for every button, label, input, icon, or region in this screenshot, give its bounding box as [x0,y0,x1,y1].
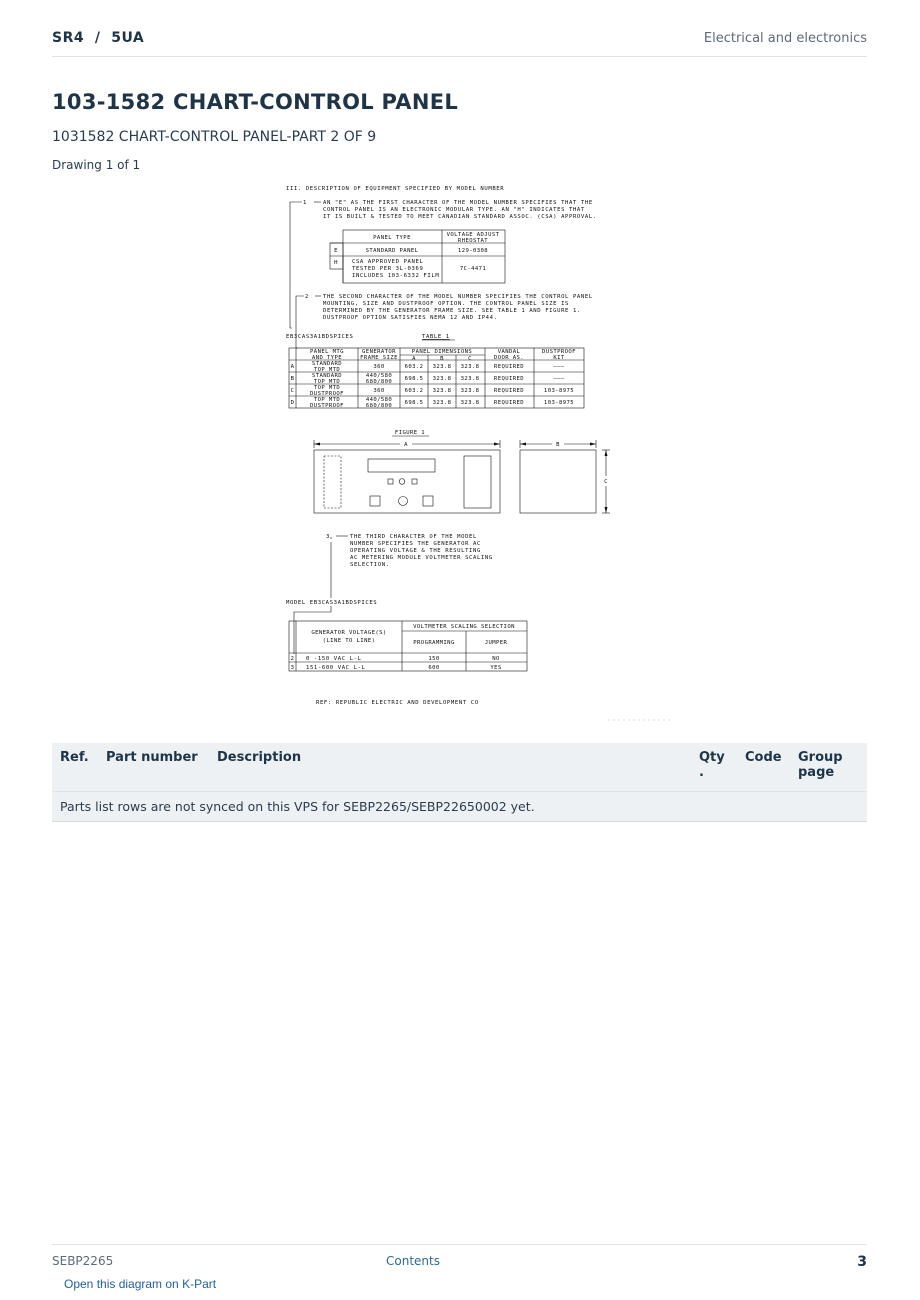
para1-line2: CONTROL PANEL IS AN ELECTRONIC MODULAR TYPE. AN "H" INDICATES THAT [323,207,585,213]
t1-r2-mtg2: TOP MTD [313,379,341,385]
t2-r2-gv: 151-600 VAC L-L [306,665,366,671]
para1-line1: AN "E" AS THE FIRST CHARACTER OF THE MODEL NUMBER SPECIFIES THAT THE [323,200,593,206]
schematic-drawing [280,178,680,726]
t1-r1-mtg1: STANDARD [311,361,343,367]
section-label: Electrical and electronics [703,31,867,46]
t2-h-jump: JUMPER [484,640,508,646]
contents-link[interactable]: Contents [386,1254,440,1268]
t2-r2-prog: 600 [428,665,440,671]
t1-r4-vandal: REQUIRED [493,400,525,406]
t1-r2-dust: ——— [553,376,565,382]
t1-h-c: C [468,356,472,362]
t1-r4-c: 323.8 [460,400,480,406]
t1-r2-gen1: 440/580 [365,373,393,379]
page-footer [52,1244,867,1273]
t2-r1-jump: NO [492,656,500,662]
t1-h-vandal-2: DOOR AS. [493,355,525,361]
page-subtitle: 1031582 CHART-CONTROL PANEL-PART 2 OF 9 [52,129,377,145]
para3-line3: OPERATING VOLTAGE & THE RESULTING [350,548,481,554]
drawing-svg [280,178,680,726]
col-group-page: Group page [790,743,867,792]
t1-h-gen-1: GENERATOR [362,349,396,355]
para3-line5: SELECTION. [350,562,390,568]
dim-b-label: B [556,442,560,448]
dim-c-label: C [604,479,608,485]
para2-line1: THE SECOND CHARACTER OF THE MODEL NUMBER SPECIFIES THE CONTROL PANEL [323,294,593,300]
t1-r3-k: C [290,388,295,394]
t1-r1-gen: 360 [373,364,385,370]
para1-line3: IT IS BUILT & TESTED TO MEET CANADIAN STANDARD ASSOC. (CSA) APPROVAL. [323,214,597,220]
t2-h-vss: VOLTMETER SCALING SELECTION [413,624,515,630]
table-row [52,792,867,822]
parts-list-table [52,743,867,822]
t1-r3-c: 323.8 [460,388,480,394]
t1-h-dim: PANEL DIMENSIONS [411,349,473,355]
col-code: Code [737,743,790,792]
t0-r1t: STANDARD PANEL [365,248,419,254]
t0-h2b: RHEOSTAT [457,238,489,244]
para3-line2: NUMBER SPECIFIES THE GENERATOR AC [350,541,481,547]
t1-h-a: A [412,356,416,362]
sync-message: Parts list rows are not synced on this VPS for SEBP2265/SEBP22650002 yet. [52,792,867,822]
figure-1 [314,430,610,513]
col-description: Description [209,743,691,792]
t1-r2-b: 323.8 [432,376,452,382]
callout-1: 1 [303,200,307,206]
t0-r1k: E [334,248,338,254]
t1-r1-b: 323.8 [432,364,452,370]
t1-r4-gen2: 680/800 [365,403,393,409]
t1-r3-b: 323.8 [432,388,452,394]
t1-r3-vandal: REQUIRED [493,388,525,394]
t0-h2a: VOLTAGE ADJUST [446,232,500,238]
t1-h-b: B [440,356,444,362]
para2-line3: DETERMINED BY THE GENERATOR FRAME SIZE. SEE TABLE 1 AND FIGURE 1. [323,308,581,314]
t1-r3-dust: 103-8975 [543,388,575,394]
t2-h-gv-1: GENERATOR VOLTAGE(S) [311,630,387,636]
t1-r4-mtg1: TOP MTD [313,397,341,403]
t1-r1-mtg2: TOP MTD [313,367,341,373]
t1-r4-dust: 103-8975 [543,400,575,406]
t1-h-vandal-1: VANDAL [497,349,521,355]
model-number-1: EB3CAS3A1BDSPICES [286,334,354,340]
callout-2: 2 [305,294,309,300]
t0-r2t-3: INCLUDES 103-6332 FILM [352,273,440,279]
t1-r3-gen: 360 [373,388,385,394]
t2-r1-prog: 150 [428,656,440,662]
para3-line1: THE THIRD CHARACTER OF THE MODEL [350,534,477,540]
t2-h-prog: PROGRAMMING [413,640,455,646]
t2-h-gv-2: (LINE TO LINE) [322,638,376,644]
t0-r2t-1: CSA APPROVED PANEL [352,259,424,265]
t2-r1-gv: 0 -150 VAC L-L [306,656,362,662]
t1-r4-a: 698.5 [404,400,424,406]
t1-r2-c: 323.8 [460,376,480,382]
t1-r1-dust: ——— [553,364,565,370]
t1-r4-k: D [290,400,295,406]
t0-r2k: H [334,260,338,266]
t2-r2-k: 3 [290,665,295,671]
t1-r4-b: 323.8 [432,400,452,406]
col-ref: Ref. [52,743,98,792]
col-qty: Qty . [691,743,737,792]
t1-r1-c: 323.8 [460,364,480,370]
col-part-number: Part number [98,743,209,792]
t1-h-mtg-2: AND TYPE [311,355,343,361]
t1-r2-gen2: 680/800 [365,379,393,385]
table-2 [289,621,527,671]
para3-line4: AC METERING MODULE VOLTMETER SCALING [350,555,493,561]
t1-r1-k: A [290,364,295,370]
t1-h-dust-2: KIT [553,355,565,361]
t1-r1-a: 603.2 [404,364,424,370]
parts-table-header [52,743,867,792]
para2-line4: DUSTPROOF OPTION SATISFIES NEMA 12 AND IP44. [323,315,498,321]
t2-r2-jump: YES [490,665,502,671]
t0-r2v: 7C-4471 [459,266,487,272]
callout-3: 3 [326,534,330,540]
open-kpart-link[interactable]: Open this diagram on K-Part [64,1277,217,1291]
t1-r4-mtg2: DUSTPROOF [310,403,344,409]
t1-r2-vandal: REQUIRED [493,376,525,382]
drawing-heading: III. DESCRIPTION OF EQUIPMENT SPECIFIED BY MODEL NUMBER [286,186,505,192]
para2-line2: MOUNTING, SIZE AND DUSTPROOF OPTION. THE CONTROL PANEL SIZE IS [323,301,569,307]
t0-r2t-2: TESTED PER 3L-0369 [352,266,424,272]
figure1-title: FIGURE 1 [394,430,426,436]
t1-h-mtg-1: PANEL MTG [310,349,344,355]
t1-r3-mtg2: DUSTPROOF [310,391,344,397]
panel-type-table [330,230,505,283]
document-id: SEBP2265 [52,1254,114,1268]
t0-r1v: 129-0308 [457,248,489,254]
t1-r4-gen1: 440/580 [365,397,393,403]
t1-r2-a: 698.5 [404,376,424,382]
page-title: 103-1582 CHART-CONTROL PANEL [52,90,459,114]
t1-r1-vandal: REQUIRED [493,364,525,370]
t0-h1: PANEL TYPE [373,235,411,241]
breadcrumb[interactable]: SR4 / 5UA [52,30,145,46]
dim-a-label: A [404,442,408,448]
t1-r3-mtg1: TOP MTD [313,385,341,391]
t2-r1-k: 2 [290,656,295,662]
t1-r2-mtg1: STANDARD [311,373,343,379]
table-1 [289,348,584,409]
t1-h-dust-1: DUSTPROOF [542,349,576,355]
t1-r3-a: 603.2 [404,388,424,394]
table1-title: TABLE 1 [422,334,450,340]
reference-note: REF: REPUBLIC ELECTRIC AND DEVELOPMENT CO [316,700,479,706]
page-number: 3 [857,1254,867,1270]
t1-h-gen-2: FRAME SIZE [360,355,398,361]
model-number-2: MODEL EB3CAS3A1BDSPICES [286,600,378,606]
page-header [52,28,867,57]
drawing-count: Drawing 1 of 1 [52,158,141,172]
t1-r2-k: B [290,376,295,382]
